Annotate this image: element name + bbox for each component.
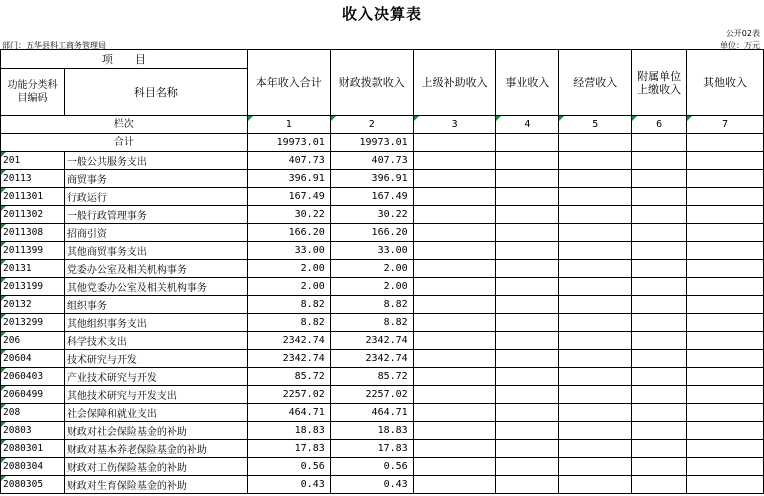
amount-cell (632, 242, 687, 260)
amount-cell (632, 314, 687, 332)
amount-cell: 166.20 (330, 224, 413, 242)
subject-name-cell: 财政对生育保险基金的补助 (64, 476, 247, 494)
amount-cell (413, 350, 496, 368)
amount-cell (632, 476, 687, 494)
amount-cell (559, 296, 632, 314)
amount-cell (413, 404, 496, 422)
col-header-total: 本年收入合计 (247, 50, 330, 116)
amount-cell (687, 260, 764, 278)
amount-cell: 2.00 (247, 260, 330, 278)
func-code-cell: 2011302 (1, 206, 65, 224)
amount-cell: 464.71 (247, 404, 330, 422)
amount-cell (687, 170, 764, 188)
amount-cell (496, 170, 559, 188)
table-row (1, 206, 764, 224)
func-code-cell: 2080305 (1, 476, 65, 494)
amount-cell (413, 170, 496, 188)
amount-cell: 18.83 (330, 422, 413, 440)
subject-name-cell: 其他技术研究与开发支出 (64, 386, 247, 404)
amount-cell (632, 440, 687, 458)
total-value (687, 134, 764, 152)
amount-cell (687, 314, 764, 332)
amount-cell: 30.22 (247, 206, 330, 224)
func-code-cell: 20113 (1, 170, 65, 188)
amount-cell: 8.82 (330, 314, 413, 332)
amount-cell (687, 422, 764, 440)
amount-cell: 0.56 (247, 458, 330, 476)
subject-name-cell: 其他党委办公室及相关机构事务 (64, 278, 247, 296)
amount-cell (632, 278, 687, 296)
amount-cell (496, 422, 559, 440)
table-row (1, 170, 764, 188)
amount-cell: 85.72 (247, 368, 330, 386)
amount-cell (413, 386, 496, 404)
amount-cell (559, 152, 632, 170)
amount-cell (413, 476, 496, 494)
column-number: 1 (247, 116, 330, 134)
amount-cell (496, 404, 559, 422)
amount-cell (687, 188, 764, 206)
amount-cell: 0.56 (330, 458, 413, 476)
table-row (1, 242, 764, 260)
amount-cell (413, 458, 496, 476)
amount-cell: 396.91 (247, 170, 330, 188)
amount-cell: 8.82 (247, 296, 330, 314)
amount-cell (559, 368, 632, 386)
column-number: 5 (559, 116, 632, 134)
amount-cell (632, 170, 687, 188)
amount-cell (413, 224, 496, 242)
amount-cell (687, 440, 764, 458)
amount-cell (687, 404, 764, 422)
col-header-operating: 经营收入 (559, 50, 632, 116)
amount-cell: 33.00 (330, 242, 413, 260)
subject-name-cell: 社会保障和就业支出 (64, 404, 247, 422)
table-row (1, 188, 764, 206)
amount-cell (632, 422, 687, 440)
column-number: 6 (632, 116, 687, 134)
amount-cell (413, 296, 496, 314)
amount-cell (559, 332, 632, 350)
table-row (1, 260, 764, 278)
table-row (1, 422, 764, 440)
amount-cell (496, 458, 559, 476)
func-code-cell: 206 (1, 332, 65, 350)
table-row (1, 332, 764, 350)
table-row (1, 368, 764, 386)
amount-cell (559, 314, 632, 332)
amount-cell: 2257.02 (330, 386, 413, 404)
amount-cell (687, 278, 764, 296)
subject-name-cell: 党委办公室及相关机构事务 (64, 260, 247, 278)
amount-cell: 2257.02 (247, 386, 330, 404)
amount-cell (632, 152, 687, 170)
func-code-cell: 2011301 (1, 188, 65, 206)
amount-cell (632, 296, 687, 314)
subject-name-cell: 其他商贸事务支出 (64, 242, 247, 260)
amount-cell (687, 152, 764, 170)
subject-name-cell: 财政对工伤保险基金的补助 (64, 458, 247, 476)
subject-name-cell: 行政运行 (64, 188, 247, 206)
amount-cell (496, 386, 559, 404)
amount-cell (632, 224, 687, 242)
amount-cell (413, 206, 496, 224)
func-code-cell: 2080304 (1, 458, 65, 476)
amount-cell (496, 296, 559, 314)
amount-cell (413, 242, 496, 260)
amount-cell: 2.00 (330, 260, 413, 278)
amount-cell (413, 278, 496, 296)
amount-cell (496, 332, 559, 350)
amount-cell (496, 224, 559, 242)
func-code-cell: 20132 (1, 296, 65, 314)
amount-cell: 2342.74 (330, 350, 413, 368)
amount-cell (687, 350, 764, 368)
amount-cell (687, 476, 764, 494)
amount-cell: 166.20 (247, 224, 330, 242)
total-value (496, 134, 559, 152)
amount-cell (632, 188, 687, 206)
amount-cell (413, 422, 496, 440)
amount-cell (559, 224, 632, 242)
amount-cell: 167.49 (330, 188, 413, 206)
total-value (559, 134, 632, 152)
amount-cell: 2342.74 (247, 350, 330, 368)
amount-cell (413, 314, 496, 332)
report-title: 收入决算表 (341, 5, 422, 23)
table-row (1, 224, 764, 242)
amount-cell (496, 242, 559, 260)
department-label: 部门：五华县科工商务管理局 (2, 41, 106, 50)
form-number: 公开02表 (725, 29, 760, 38)
amount-cell (559, 260, 632, 278)
amount-cell (559, 386, 632, 404)
amount-cell (559, 422, 632, 440)
table-row (1, 278, 764, 296)
amount-cell (632, 458, 687, 476)
amount-cell (496, 188, 559, 206)
amount-cell (413, 260, 496, 278)
amount-cell: 85.72 (330, 368, 413, 386)
func-code-cell: 2013199 (1, 278, 65, 296)
total-value: 19973.01 (330, 134, 413, 152)
total-label: 合计 (1, 134, 248, 152)
amount-cell (559, 350, 632, 368)
amount-cell: 30.22 (330, 206, 413, 224)
table-row (1, 476, 764, 494)
amount-cell (559, 458, 632, 476)
amount-cell (413, 440, 496, 458)
subject-name-cell: 产业技术研究与开发 (64, 368, 247, 386)
subject-name-cell: 招商引资 (64, 224, 247, 242)
amount-cell: 0.43 (247, 476, 330, 494)
table-row (1, 296, 764, 314)
table-row (1, 440, 764, 458)
amount-cell (687, 206, 764, 224)
column-number: 4 (496, 116, 559, 134)
table-row (1, 314, 764, 332)
table-row (1, 152, 764, 170)
func-code-cell: 20803 (1, 422, 65, 440)
amount-cell (496, 152, 559, 170)
amount-cell: 2342.74 (247, 332, 330, 350)
amount-cell (687, 296, 764, 314)
col-header-superior-subsidy: 上级补助收入 (413, 50, 496, 116)
func-code-cell: 2060403 (1, 368, 65, 386)
func-code-cell: 2013299 (1, 314, 65, 332)
col-header-other: 其他收入 (687, 50, 764, 116)
col-header-fiscal: 财政拨款收入 (330, 50, 413, 116)
amount-cell (559, 440, 632, 458)
amount-cell (687, 458, 764, 476)
amount-cell (632, 332, 687, 350)
column-number: 2 (330, 116, 413, 134)
func-code-cell: 20131 (1, 260, 65, 278)
amount-cell: 17.83 (247, 440, 330, 458)
subject-name-cell: 其他组织事务支出 (64, 314, 247, 332)
amount-cell (632, 404, 687, 422)
amount-cell (559, 206, 632, 224)
amount-cell (496, 278, 559, 296)
col-header-affiliated: 附属单位上缴收入 (632, 50, 687, 116)
column-number: 3 (413, 116, 496, 134)
func-code-cell: 20604 (1, 350, 65, 368)
func-code-cell: 2011399 (1, 242, 65, 260)
amount-cell (496, 350, 559, 368)
amount-cell (559, 170, 632, 188)
amount-cell (496, 206, 559, 224)
amount-cell: 407.73 (247, 152, 330, 170)
table-row (1, 350, 764, 368)
subject-name-cell: 技术研究与开发 (64, 350, 247, 368)
item-header: 项 目 (1, 50, 248, 69)
amount-cell: 8.82 (247, 314, 330, 332)
subject-name-cell: 商贸事务 (64, 170, 247, 188)
amount-cell (496, 440, 559, 458)
amount-cell (559, 242, 632, 260)
func-code-header: 功能分类科目编码 (1, 69, 65, 116)
amount-cell (413, 368, 496, 386)
subject-name-cell: 一般公共服务支出 (64, 152, 247, 170)
amount-cell: 18.83 (247, 422, 330, 440)
amount-cell (496, 476, 559, 494)
amount-cell (559, 278, 632, 296)
amount-cell (496, 314, 559, 332)
amount-cell (496, 260, 559, 278)
amount-cell (632, 206, 687, 224)
amount-cell: 167.49 (247, 188, 330, 206)
amount-cell: 0.43 (330, 476, 413, 494)
subject-name-cell: 财政对基本养老保险基金的补助 (64, 440, 247, 458)
amount-cell (559, 476, 632, 494)
amount-cell: 33.00 (247, 242, 330, 260)
subject-name-cell: 组织事务 (64, 296, 247, 314)
func-code-cell: 2060499 (1, 386, 65, 404)
amount-cell: 464.71 (330, 404, 413, 422)
amount-cell (687, 386, 764, 404)
subject-name-cell: 科学技术支出 (64, 332, 247, 350)
amount-cell: 396.91 (330, 170, 413, 188)
subject-name-header: 科目名称 (64, 69, 247, 116)
amount-cell (559, 404, 632, 422)
amount-cell: 17.83 (330, 440, 413, 458)
amount-cell (687, 332, 764, 350)
amount-cell (559, 188, 632, 206)
table-row (1, 386, 764, 404)
amount-cell (632, 368, 687, 386)
amount-cell (687, 224, 764, 242)
func-code-cell: 2080301 (1, 440, 65, 458)
total-value: 19973.01 (247, 134, 330, 152)
amount-cell: 2.00 (247, 278, 330, 296)
func-code-cell: 2011308 (1, 224, 65, 242)
amount-cell (632, 386, 687, 404)
amount-cell (632, 260, 687, 278)
column-number-label: 栏次 (1, 116, 248, 134)
amount-cell (413, 188, 496, 206)
amount-cell (687, 242, 764, 260)
amount-cell: 407.73 (330, 152, 413, 170)
total-value (413, 134, 496, 152)
amount-cell: 8.82 (330, 296, 413, 314)
amount-cell (413, 332, 496, 350)
column-number: 7 (687, 116, 764, 134)
income-table (0, 49, 764, 494)
amount-cell: 2342.74 (330, 332, 413, 350)
amount-cell: 2.00 (330, 278, 413, 296)
col-header-business: 事业收入 (496, 50, 559, 116)
subject-name-cell: 财政对社会保险基金的补助 (64, 422, 247, 440)
total-value (632, 134, 687, 152)
amount-cell (496, 368, 559, 386)
func-code-cell: 201 (1, 152, 65, 170)
amount-cell (632, 350, 687, 368)
table-row (1, 404, 764, 422)
table-row (1, 458, 764, 476)
unit-label: 单位：万元 (720, 41, 760, 50)
func-code-cell: 208 (1, 404, 65, 422)
amount-cell (687, 368, 764, 386)
amount-cell (413, 152, 496, 170)
subject-name-cell: 一般行政管理事务 (64, 206, 247, 224)
